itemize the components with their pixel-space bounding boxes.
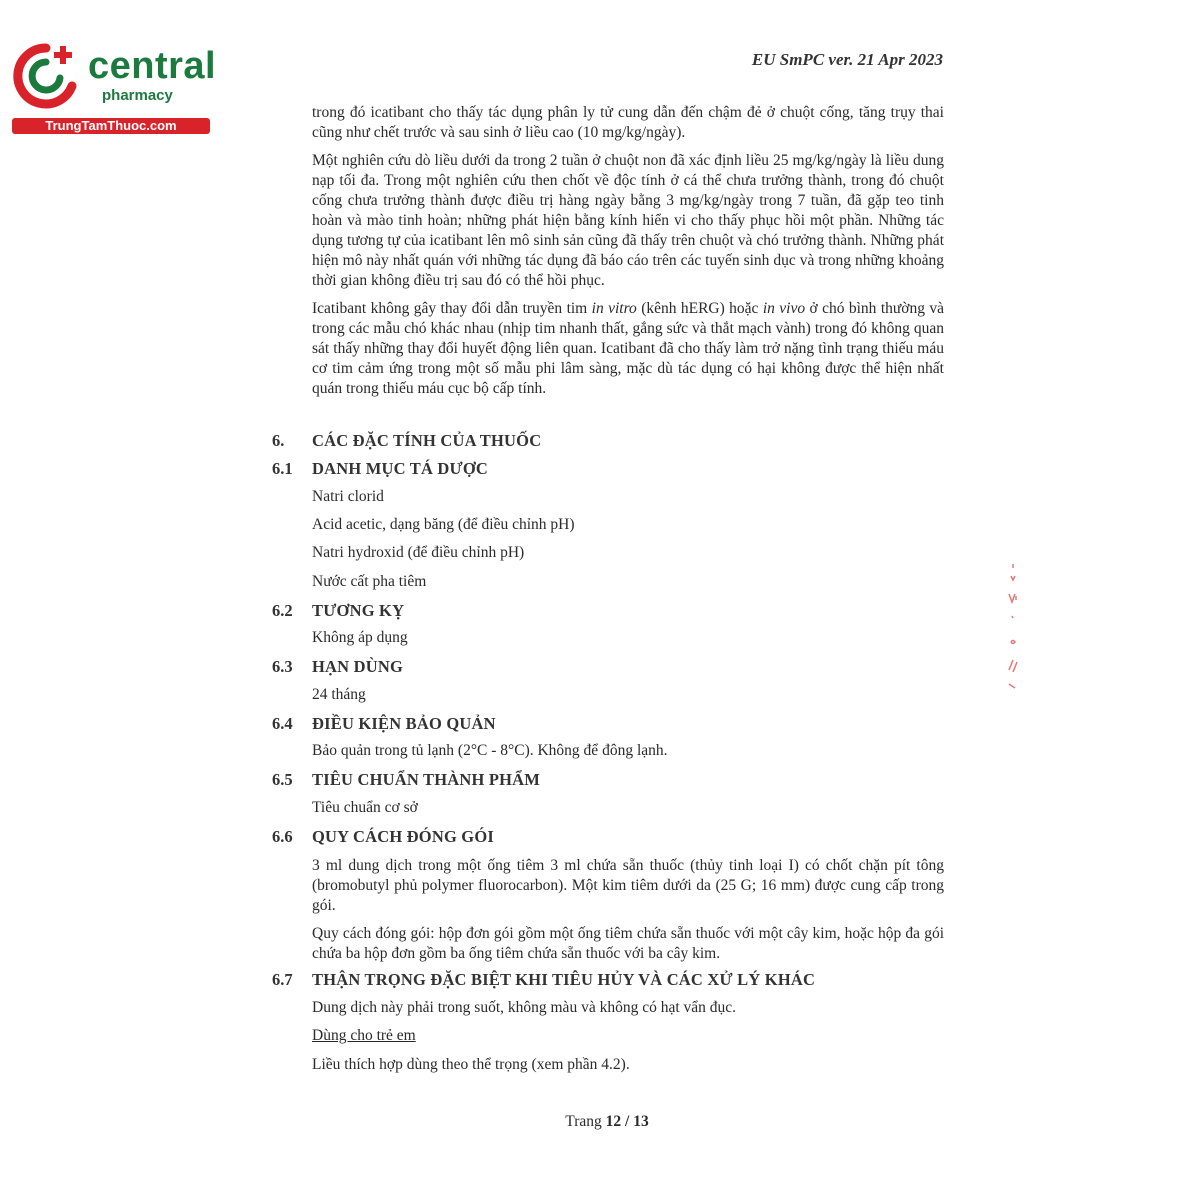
paragraph: 3 ml dung dịch trong một ống tiêm 3 ml chứa sẵn thuốc (thủy tinh loại I) có chốt chặn pít tông (bromobutyl phủ polymer fluorocarbon). Một kim tiêm dưới da (25 G; 16 mm) được cung cấp trong gói. <box>312 857 944 914</box>
excipient-item: Natri hydroxid (để điều chỉnh pH) <box>312 544 525 561</box>
section-title: QUY CÁCH ĐÓNG GÓI <box>312 827 494 846</box>
continued-text-block <box>312 103 944 407</box>
section-title: TIÊU CHUẨN THÀNH PHẨM <box>312 770 541 789</box>
paragraph: Quy cách đóng gói: hộp đơn gói gồm một ống tiêm chứa sẵn thuốc với một cây kim, hoặc hộp đa gói chứa ba hộp đơn gồm ba ống tiêm chứa sẵn thuốc với ba cây kim. <box>312 925 944 962</box>
section-title: CÁC ĐẶC TÍNH CỦA THUỐC <box>312 431 542 450</box>
paragraph: Một nghiên cứu dò liều dưới da trong 2 tuần ở chuột non đã xác định liều 25 mg/kg/ngày là liều dung nạp tối đa. Trong một nghiên cứu then chốt về độc tính ở cá thể chưa trưởng thành, trong đó chuột cống chưa trưởng thành được điều trị hàng ngày bằng 3 mg/kg/ngày trong 7 tuần, đã gặp teo tinh hoàn và mào tinh hoàn; những phát hiện bằng kính hiển vi cho thấy phục hồi một phần. Những tác dụng tương tự của icatibant lên mô sinh sản cũng đã thấy trên chuột và chó trưởng thành. Những phát hiện mô này nhất quán với những tác dụng đã báo cáo trên các tuyến sinh dục và trong những khoảng thời gian không điều trị sau đó có thể hồi phục. <box>312 152 944 289</box>
pharmacy-logo <box>10 36 220 136</box>
section-number: 6.1 <box>272 459 293 478</box>
central-pharmacy-logo-icon <box>10 40 82 112</box>
section-text: Dung dịch này phải trong suốt, không màu và không có hạt vẩn đục. <box>312 999 737 1016</box>
logo-brand-text: central <box>88 45 217 87</box>
section-number: 6.5 <box>272 770 293 789</box>
section-number: 6. <box>272 431 285 450</box>
section-title: ĐIỀU KIỆN BẢO QUẢN <box>312 714 496 733</box>
logo-sub-text: pharmacy <box>102 87 173 104</box>
paragraph: trong đó icatibant cho thấy tác dụng phân ly tử cung dẫn đến chậm đẻ ở chuột cống, tăng trụy thai cũng như chết trước và sau sinh ở liều cao (10 mg/kg/ngày). <box>312 104 944 141</box>
excipient-item: Nước cất pha tiêm <box>312 573 427 590</box>
section-text: 24 tháng <box>312 686 366 703</box>
paragraph: Icatibant không gây thay đổi dẫn truyền tim in vitro (kênh hERG) hoặc in vivo ở chó bình thường và trong các mẫu chó khác nhau (nhịp tim nhanh thất, gắng sức và thắt mạch vành) trong đó không quan sát thấy những thay đổi huyết động liên quan. Icatibant đã cho thấy làm trở nặng tình trạng thiếu máu cơ tim cảm ứng trong một số mẫu phi lâm sàng, mặc dù tác dụng có hại không được thể hiện nhất quán trong thiếu máu cục bộ cấp tính. <box>312 300 944 397</box>
section-text: Tiêu chuẩn cơ sở <box>312 799 418 816</box>
packaging-text-block <box>312 856 944 972</box>
section-number: 6.2 <box>272 601 293 620</box>
section-number: 6.6 <box>272 827 293 846</box>
section-title: TƯƠNG KỴ <box>312 601 405 620</box>
logo-url-banner: TrungTamThuoc.com <box>12 118 210 134</box>
section-text: Liều thích hợp dùng theo thể trọng (xem phần 4.2). <box>312 1056 630 1073</box>
section-number: 6.4 <box>272 714 293 733</box>
section-number: 6.3 <box>272 657 293 676</box>
section-title: THẬN TRỌNG ĐẶC BIỆT KHI TIÊU HỦY VÀ CÁC XỬ LÝ KHÁC <box>312 970 816 989</box>
subheading-pediatric: Dùng cho trẻ em <box>312 1027 416 1044</box>
section-title: DANH MỤC TÁ DƯỢC <box>312 459 488 478</box>
page-number: Trang 12 / 13 <box>565 1113 649 1130</box>
section-number: 6.7 <box>272 970 293 989</box>
excipient-item: Acid acetic, dạng băng (để điều chỉnh pH) <box>312 516 575 533</box>
document-version: EU SmPC ver. 21 Apr 2023 <box>751 50 943 69</box>
section-text: Bảo quản trong tủ lạnh (2°C - 8°C). Không để đông lạnh. <box>312 742 668 759</box>
section-title: HẠN DÙNG <box>312 657 403 676</box>
stamp-mark-icon <box>1003 556 1023 706</box>
excipient-item: Natri clorid <box>312 488 384 505</box>
section-text: Không áp dụng <box>312 629 408 646</box>
